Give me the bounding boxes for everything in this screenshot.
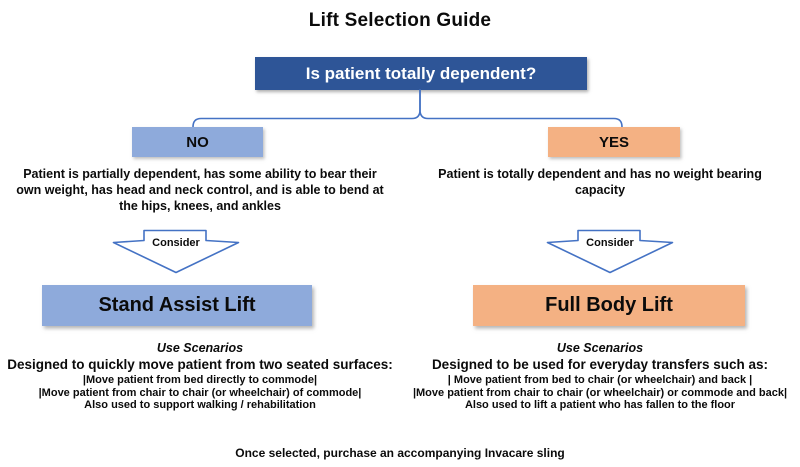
full-body-lift-label: Full Body Lift — [545, 294, 673, 316]
use-scenarios-title: Use Scenarios — [156, 341, 244, 355]
consider-down-arrow-right — [546, 229, 674, 274]
description-line: Patient is totally dependent and has no weight bearing — [438, 167, 762, 181]
use-scenarios-title: Use Scenarios — [556, 341, 644, 355]
page-title: Lift Selection Guide — [308, 10, 492, 31]
scenario-line: |Move patient from bed directly to commode| — [82, 374, 318, 386]
full-body-use-scenarios — [400, 341, 800, 412]
branch-no-label: NO — [186, 133, 209, 151]
scenario-line: Also used to support walking / rehabilitation — [84, 399, 316, 411]
branch-yes-box — [548, 127, 680, 157]
consider-label: Consider — [586, 237, 634, 249]
description-line: Patient is partially dependent, has some ability to bear their — [23, 167, 377, 181]
scenario-line: | Move patient from bed to chair (or wheelchair) and back | — [447, 374, 753, 386]
description-line: capacity — [574, 183, 626, 197]
branch-yes-label: YES — [598, 133, 629, 151]
scenario-line: |Move patient from chair to chair (or wheelchair) or commode and back| — [412, 386, 788, 399]
stand-assist-lift-box — [42, 285, 312, 326]
stand-assist-use-scenarios — [0, 341, 400, 412]
down-arrow-icon — [112, 229, 240, 274]
consider-label: Consider — [152, 237, 200, 249]
branch-no-box — [132, 127, 263, 157]
use-scenarios-heading: Designed to be used for everyday transfers such as: — [431, 357, 769, 372]
footer-note: Once selected, purchase an accompanying Invacare sling — [235, 446, 565, 460]
stand-assist-lift-label: Stand Assist Lift — [98, 294, 256, 316]
description-line: the hips, knees, and ankles — [119, 199, 281, 213]
scenario-line: |Move patient from chair to chair (or wheelchair) of commode| — [38, 386, 362, 399]
question-label: Is patient totally dependent? — [305, 63, 537, 83]
use-scenarios-heading: Designed to quickly move patient from two seated surfaces: — [7, 357, 393, 372]
no-branch-description — [0, 166, 400, 214]
description-line: own weight, has head and neck control, and is able to bend at — [16, 183, 384, 197]
full-body-lift-box — [473, 285, 745, 326]
yes-branch-description — [400, 166, 800, 198]
scenario-line: Also used to lift a patient who has fallen to the floor — [464, 399, 736, 411]
consider-down-arrow-left — [112, 229, 240, 274]
branch-connector — [0, 85, 800, 130]
down-arrow-icon — [546, 229, 674, 274]
